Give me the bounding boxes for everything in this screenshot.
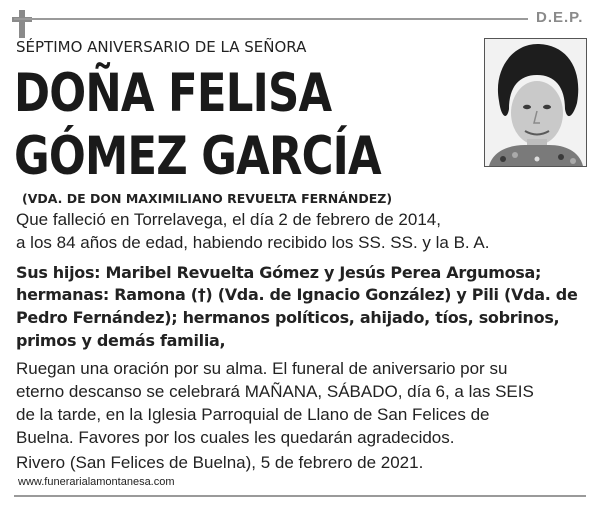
family-line-1: Sus hijos: Maribel Revuelta Gómez y Jesús Perea Argumosa; (16, 263, 542, 282)
portrait-image (485, 39, 586, 166)
deceased-name-line1: DOÑA FELISA (14, 63, 332, 124)
family-line-3: Pedro Fernández); hermanos políticos, ahijado, tíos, sobrinos, (16, 308, 560, 327)
deceased-name-line2: GÓMEZ GARCÍA (14, 126, 381, 187)
funeral-home-website: www.funerarialamontanesa.com (18, 476, 175, 488)
death-line-2: a los 84 años de edad, habiendo recibido los SS. SS. y la B. A. (16, 233, 490, 252)
place-date-line: Rivero (San Felices de Buelna), 5 de febrero de 2021. (16, 453, 424, 472)
request-line-4: Buelna. Favores por los cuales les quedarán agradecidos. (16, 428, 455, 447)
notice-subtitle: SÉPTIMO ANIVERSARIO DE LA SEÑORA (16, 38, 307, 56)
family-line-4: primos y demás familia, (16, 331, 226, 350)
widow-of-line: (VDA. DE DON MAXIMILIANO REVUELTA FERNÁNDEZ) (22, 191, 393, 206)
request-line-2: eterno descanso se celebrará MAÑANA, SÁBADO, día 6, a las SEIS (16, 382, 534, 401)
request-line-3: de la tarde, en la Iglesia Parroquial de Llano de San Felices de (16, 405, 490, 424)
deceased-portrait-photo (484, 38, 587, 167)
death-line-1: Que falleció en Torrelavega, el día 2 de febrero de 2014, (16, 210, 441, 229)
family-line-2: hermanas: Ramona (†) (Vda. de Ignacio González) y Pili (Vda. de (16, 285, 578, 304)
dep-label: D.E.P. (536, 9, 584, 26)
top-divider (14, 18, 528, 20)
bottom-divider (14, 495, 586, 497)
request-line-1: Ruegan una oración por su alma. El funeral de aniversario por su (16, 359, 508, 378)
cross-icon (12, 10, 32, 38)
